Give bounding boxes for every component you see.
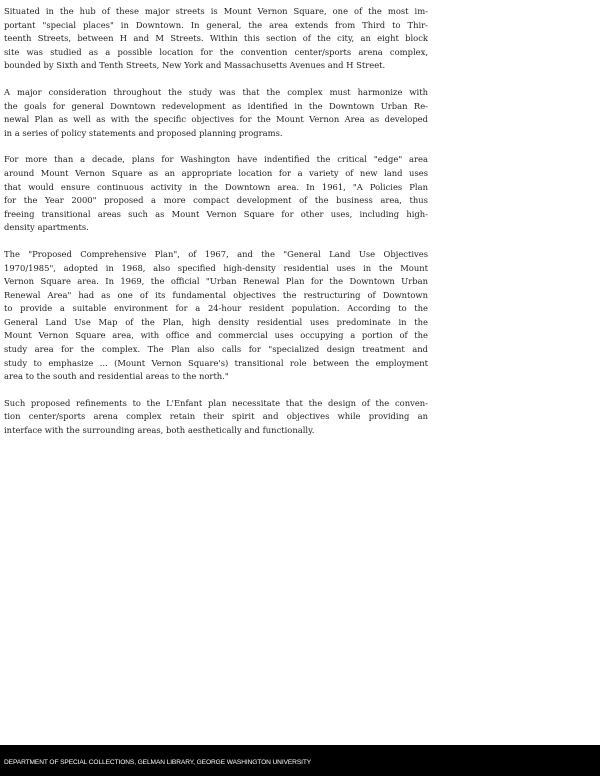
text-line: area to the south and residential areas to the north." <box>4 371 229 382</box>
text-line: 1970/1985", adopted in 1968, also specified high-density residential uses in the Mount <box>4 262 428 273</box>
text-line: Vernon Square area. In 1969, the official "Urban Renewal Plan for the Downtown Urban <box>4 276 428 287</box>
text-line: site was studied as a possible location for the convention center/sports arena complex, <box>4 46 428 57</box>
text-line: A major consideration throughout the study was that the complex must harmonize with <box>4 86 428 97</box>
paragraph-comprehensive-plan <box>4 248 428 384</box>
text-line: interface with the surrounding areas, both aesthetically and functionally. <box>4 425 315 436</box>
text-line: The "Proposed Comprehensive Plan", of 1967, and the "General Land Use Objectives <box>4 248 428 259</box>
text-line: for the Year 2000" proposed a more compact development of the business area, thus <box>4 195 428 206</box>
text-line: newal Plan as well as with the specific objectives for the Mount Vernon Area as developed <box>4 114 428 125</box>
text-line: Situated in the hub of these major streets is Mount Vernon Square, one of the most im- <box>4 6 428 16</box>
text-line: bounded by Sixth and Tenth Streets, New York and Massachusetts Avenues and H Street. <box>4 60 386 71</box>
body-text <box>4 5 428 451</box>
text-line: the goals for general Downtown redevelopment as identified in the Downtown Urban Re- <box>4 100 428 111</box>
text-line: to provide a suitable environment for a 24-hour resident population. According to the <box>4 303 428 314</box>
paragraph-edge-area <box>4 153 428 235</box>
paragraph-mount-vernon-square <box>4 5 428 73</box>
text-line: portant "special places" in Downtown. In general, the area extends from Third to Thir- <box>4 19 428 30</box>
text-line: Such proposed refinements to the L'Enfant plan necessitate that the design of the conven- <box>4 397 428 408</box>
text-line: study to emphasize ... (Mount Vernon Square's) transitional role between the employment <box>4 357 428 368</box>
text-line: Mount Vernon Square area, with office and commercial uses occupying a portion of the <box>4 330 428 341</box>
text-line: tion center/sports arena complex retain their spirit and objectives while providing an <box>4 411 428 422</box>
text-line: teenth Streets, between H and M Streets. Within this section of the city, an eight block <box>4 33 428 44</box>
paragraph-major-consideration <box>4 86 428 140</box>
text-line: General Land Use Map of the Plan, high density residential uses predominate in the <box>4 316 428 327</box>
text-line: in a series of policy statements and proposed planning programs. <box>4 127 283 138</box>
paragraph-lenfant-refinements <box>4 397 428 438</box>
text-line: around Mount Vernon Square as an appropriate location for a variety of new land uses <box>4 167 428 178</box>
archive-credit-text: DEPARTMENT OF SPECIAL COLLECTIONS, GELMAN LIBRARY, GEORGE WASHINGTON UNIVERSITY <box>4 759 312 766</box>
text-line: study area for the complex. The Plan also calls for "specialized design treatment and <box>4 344 428 355</box>
text-line: density apartments. <box>4 222 89 233</box>
text-line: freeing transitional areas such as Mount Vernon Square for other uses, including high- <box>4 208 428 219</box>
text-line: For more than a decade, plans for Washington have indentified the critical "edge" area <box>4 154 428 165</box>
archive-footer-bar <box>0 745 600 776</box>
text-line: Renewal Area" had as one of its fundamental objectives the restructuring of Downtown <box>4 289 428 300</box>
text-line: that would ensure continuous activity in the Downtown area. In 1961, "A Policies Plan <box>4 181 428 192</box>
